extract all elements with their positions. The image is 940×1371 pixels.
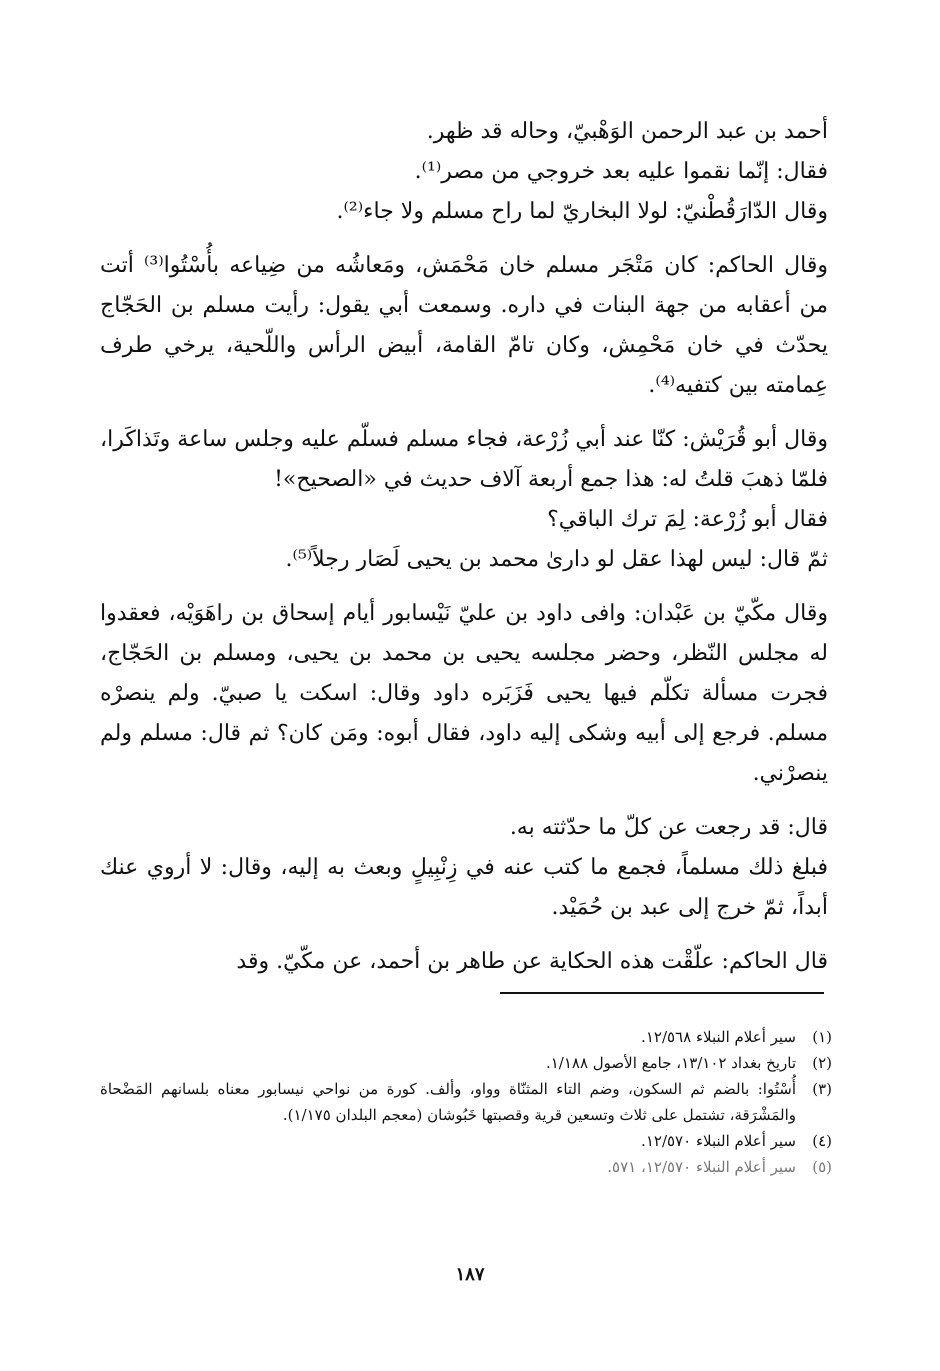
body-text [100,112,828,982]
footnote-number: (٤) [812,1132,832,1150]
footnote-text: سير أعلام النبلاء ١٢/٥٦٨. [641,1028,796,1046]
paragraph: قال: قد رجعت عن كلّ ما حدّثته به. [509,815,828,840]
paragraph: وقال أبو قُرَيْش: كنّا عند أبي زُرْعة، فجاء مسلم فسلّم عليه وجلس ساعة وتَذاكَرا، فلمّا ذهبَ قلتُ له: هذا جمع أربعة آلاف حديث في «الصحيح»! [100,427,828,492]
paragraph: ثمّ قال: ليس لهذا عقل لو دارىٰ محمد بن يحيى لَصَار رجلاً⁽⁵⁾. [285,547,828,572]
footnote-text: تاريخ بغداد ١٣/١٠٢، جامع الأصول ١/١٨٨. [545,1054,796,1072]
footnote [100,1076,832,1128]
footnote [100,1024,832,1050]
footnote [100,1128,832,1154]
footnotes [100,1024,832,1180]
footnote [100,1050,832,1076]
paragraph: أحمد بن عبد الرحمن الوَهْبيّ، وحاله قد ظهر. [426,119,828,144]
paragraph: فبلغ ذلك مسلماً، فجمع ما كتب عنه في زِنْبِيلٍ وبعث به إليه، وقال: لا أروي عنك أبداً، ثمّ خرج إلى عبد بن حُمَيْد. [100,855,828,920]
footnote [100,1154,832,1180]
footnote-text: سير أعلام النبلاء ١٢/٥٧٠، ٥٧١. [607,1158,796,1176]
footnote-number: (١) [812,1028,832,1046]
footnote-number: (٢) [812,1054,832,1072]
paragraph: وقال الحاكم: كان مَتْجَر مسلم خان مَحْمَش، ومَعاشُه من ضِياعه بأُسْتُوا⁽³⁾ أتت من أعقابه من جهة البنات في داره. وسمعت أبي يقول: رأيت مسلم بن الحَجّاج يحدّث في خان مَحْمِش، وكان تامّ القامة، أبيض الرأس واللّحية، يرخي طرف عِمامته بين كتفيه⁽⁴⁾. [100,253,828,398]
paragraph: وقال الدّارَقُطْنيّ: لولا البخاريّ لما راح مسلم ولا جاء⁽²⁾. [336,199,828,224]
footnote-divider [500,992,824,994]
footnote-number: (٣) [812,1080,832,1098]
paragraph: وقال مكّيّ بن عَبْدان: وافى داود بن عليّ نَيْسابور أيام إسحاق بن راهَوَيْه، فعقدوا له مجلس النّظر، وحضر مجلسه يحيى بن محمد بن يحيى، ومسلم بن الحَجّاج، فجرت مسألة تكلّم فيها يحيى فَزَبَره داود وقال: اسكت يا صبيّ. ولم ينصرْه مسلم. فرجع إلى أبيه وشكى إليه داود، فقال أبوه: ومَن كان؟ ثم قال: مسلم ولم ينصرْني. [100,601,828,786]
footnote-number: (٥) [812,1158,832,1176]
page-number: ١٨٧ [455,1264,485,1285]
paragraph: فقال: إنّما نقموا عليه بعد خروجي من مصر⁽¹⁾. [414,159,828,184]
footnote-text: أُسْتُوا: بالضم ثم السكون، وضم التاء المثنّاة وواو، وألف. كورة من نواحي نيسابور معناه بلسانهم المَضْحاة والمَشْرَقة، تشتمل على ثلاث وتسعين قرية وقصبتها خَبُوشان (معجم البلدان ١/١٧٥). [100,1080,796,1124]
paragraph: فقال أبو زُرْعة: لِمَ ترك الباقي؟ [547,507,828,532]
footnote-text: سير أعلام النبلاء ١٢/٥٧٠. [641,1132,796,1150]
paragraph: قال الحاكم: علّقْت هذه الحكاية عن طاهر بن أحمد، عن مكّيّ. وقد [236,949,828,974]
